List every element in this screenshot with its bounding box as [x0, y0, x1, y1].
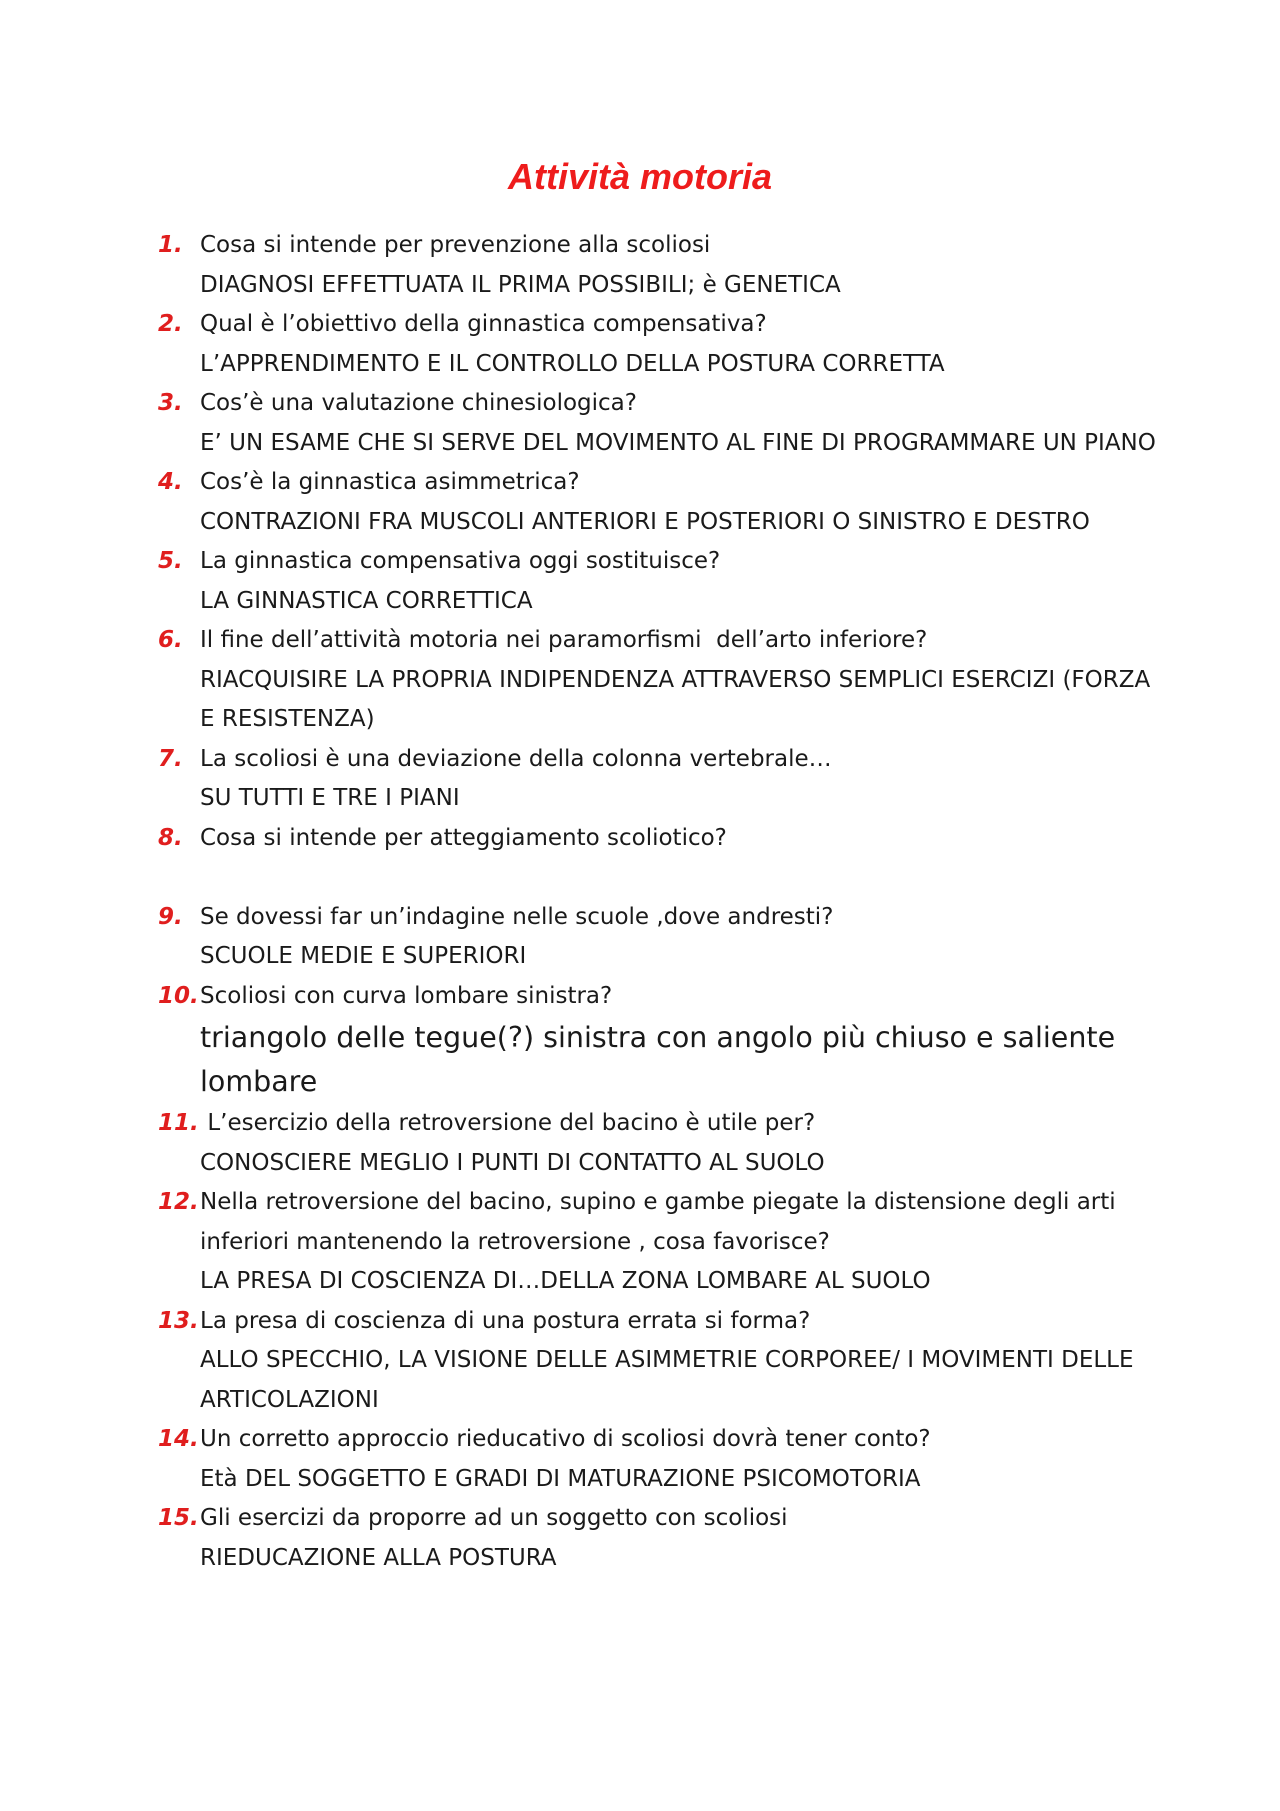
- item-number: 12.: [158, 1189, 199, 1215]
- answer-text: RIEDUCAZIONE ALLA POSTURA: [200, 1544, 557, 1571]
- question-list: [158, 226, 1158, 1578]
- answer-text: CONTRAZIONI FRA MUSCOLI ANTERIORI E POSTERIORI O SINISTRO E DESTRO: [200, 508, 1090, 535]
- question-text: Se dovessi far un’indagine nelle scuole ,dove andresti?: [200, 903, 834, 930]
- list-item-7: [158, 740, 1158, 819]
- question-text: Il fine dell’attività motoria nei paramorfismi dell’arto inferiore?: [200, 627, 928, 653]
- item-number: 13.: [158, 1307, 199, 1334]
- question-text: Cosa si intende per atteggiamento scoliotico?: [200, 824, 727, 851]
- list-item-5: [158, 542, 1158, 621]
- list-item-11: [158, 1104, 1158, 1183]
- item-number: 6.: [158, 627, 183, 653]
- item-number: 1.: [158, 232, 183, 258]
- answer-text: SU TUTTI E TRE I PIANI: [200, 785, 460, 811]
- page-title: Attività motoria: [507, 156, 773, 197]
- question-text: La presa di coscienza di una postura errata si forma?: [200, 1307, 811, 1334]
- item-number: 11.: [158, 1110, 199, 1136]
- question-text: Qual è l’obiettivo della ginnastica compensativa?: [200, 311, 767, 337]
- item-number: 2.: [158, 311, 183, 337]
- list-item-13: [158, 1302, 1158, 1421]
- question-text: Cos’è una valutazione chinesiologica?: [200, 390, 637, 416]
- question-text: La scoliosi è una deviazione della colonna vertebrale…: [200, 745, 832, 772]
- list-item-8: [158, 819, 1158, 898]
- list-item-15: [158, 1499, 1158, 1578]
- item-number: 4.: [158, 469, 183, 495]
- answer-text: L’APPRENDIMENTO E IL CONTROLLO DELLA POSTURA CORRETTA: [200, 350, 945, 377]
- item-number: 3.: [158, 390, 183, 416]
- question-text: Cos’è la ginnastica asimmetrica?: [200, 469, 580, 495]
- item-number: 8.: [158, 824, 183, 851]
- list-item-3: [158, 384, 1158, 463]
- blank-answer-space: [200, 858, 1158, 898]
- answer-text: triangolo delle tegue(?) sinistra con angolo più chiuso e saliente lombare: [200, 1021, 1125, 1098]
- item-number: 7.: [158, 745, 183, 772]
- question-text: Cosa si intende per prevenzione alla scoliosi: [200, 232, 711, 258]
- answer-text: DIAGNOSI EFFETTUATA IL PRIMA POSSIBILI; è GENETICA: [200, 271, 841, 298]
- answer-text: CONOSCIERE MEGLIO I PUNTI DI CONTATTO AL SUOLO: [200, 1149, 825, 1176]
- question-text: La ginnastica compensativa oggi sostituisce?: [200, 548, 721, 574]
- answer-text: RIACQUISIRE LA PROPRIA INDIPENDENZA ATTRAVERSO SEMPLICI ESERCIZI (FORZA E RESISTENZA): [200, 666, 1158, 732]
- list-item-14: [158, 1420, 1158, 1499]
- answer-text: LA GINNASTICA CORRETTICA: [200, 587, 533, 614]
- answer-text: ALLO SPECCHIO, LA VISIONE DELLE ASIMMETRIE CORPOREE/ I MOVIMENTI DELLE ARTICOLAZIONI: [200, 1347, 1141, 1413]
- list-item-2: [158, 305, 1158, 384]
- item-number: 14.: [158, 1426, 199, 1452]
- question-text: Nella retroversione del bacino, supino e gambe piegate la distensione degli arti inferiori mantenendo la retroversione , cosa favorisce?: [200, 1189, 1123, 1255]
- item-number: 9.: [158, 903, 183, 930]
- list-item-10: [158, 977, 1158, 1105]
- answer-text: E’ UN ESAME CHE SI SERVE DEL MOVIMENTO AL FINE DI PROGRAMMARE UN PIANO: [200, 429, 1156, 456]
- question-text: Scoliosi con curva lombare sinistra?: [200, 982, 613, 1009]
- item-number: 10.: [158, 982, 199, 1009]
- question-text: Un corretto approccio rieducativo di scoliosi dovrà tener conto?: [200, 1426, 931, 1452]
- item-number: 15.: [158, 1505, 199, 1531]
- list-item-1: [158, 226, 1158, 305]
- list-item-9: [158, 898, 1158, 977]
- item-number: 5.: [158, 548, 183, 574]
- list-item-12: [158, 1183, 1158, 1302]
- question-text: L’esercizio della retroversione del bacino è utile per?: [200, 1110, 816, 1136]
- question-text: Gli esercizi da proporre ad un soggetto con scoliosi: [200, 1505, 788, 1531]
- answer-text: LA PRESA DI COSCIENZA DI…DELLA ZONA LOMBARE AL SUOLO: [200, 1268, 931, 1294]
- answer-text: SCUOLE MEDIE E SUPERIORI: [200, 943, 527, 969]
- list-item-6: [158, 621, 1158, 740]
- answer-text: Età DEL SOGGETTO E GRADI DI MATURAZIONE PSICOMOTORIA: [200, 1465, 921, 1492]
- list-item-4: [158, 463, 1158, 542]
